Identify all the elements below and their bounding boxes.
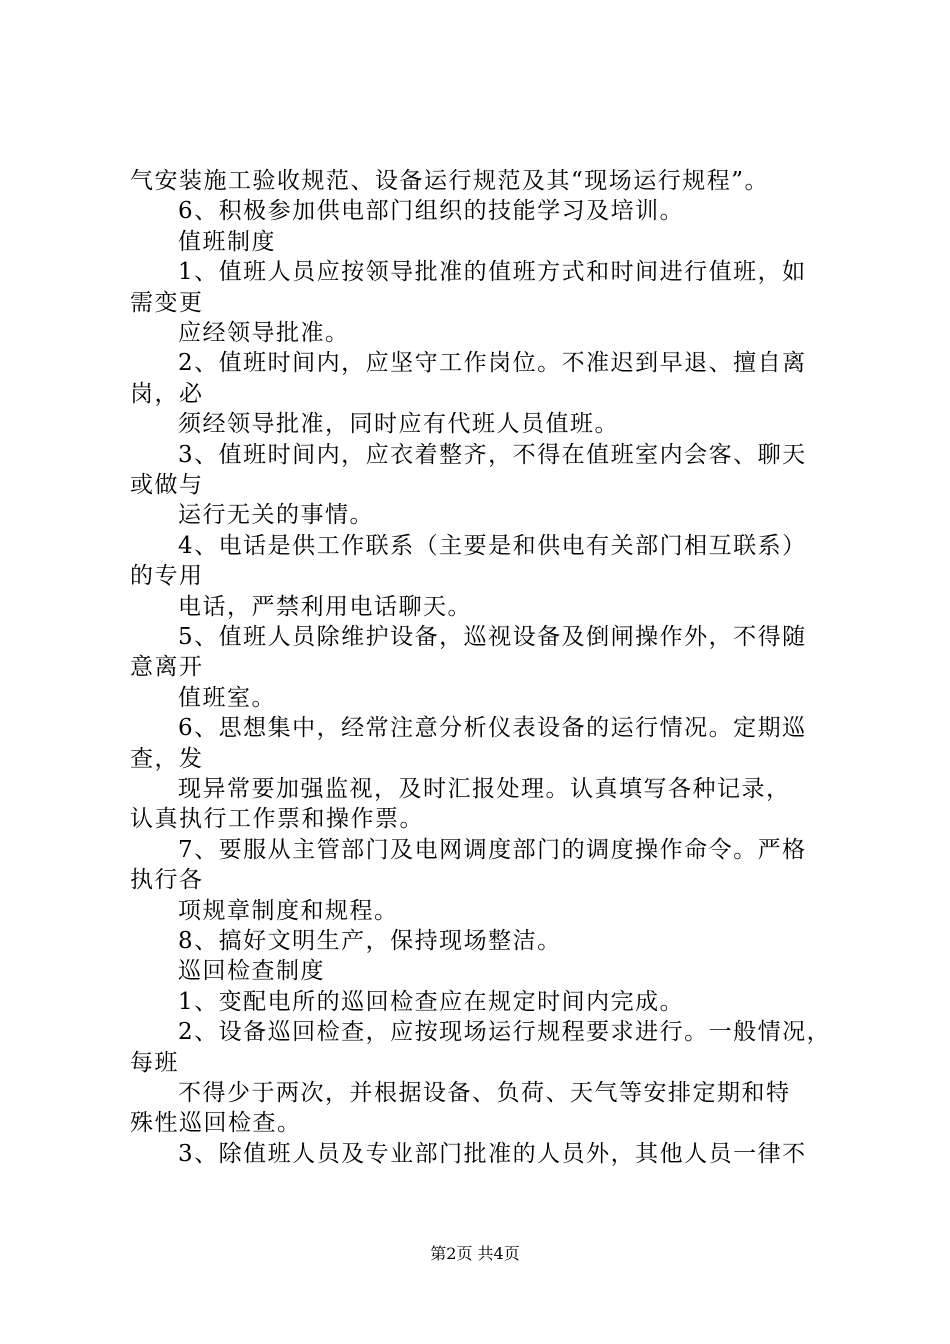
text-line: 6、思想集中，经常注意分析仪表设备的运行情况。定期巡 bbox=[178, 715, 807, 742]
text-line: 2、值班时间内，应坚守工作岗位。不准迟到早退、擅自离 bbox=[178, 350, 807, 377]
text-line: 3、除值班人员及专业部门批准的人员外，其他人员一律不 bbox=[178, 1140, 807, 1167]
text-line: 6、积极参加供电部门组织的技能学习及培训。 bbox=[178, 198, 685, 225]
text-line: 8、搞好文明生产，保持现场整洁。 bbox=[178, 928, 562, 954]
text-line: 或做与 bbox=[130, 472, 204, 498]
text-line: 5、值班人员除维护设备，巡视设备及倒闸操作外，不得随 bbox=[178, 624, 807, 650]
text-line: 7、要服从主管部门及电网调度部门的调度操作命令。严格 bbox=[178, 836, 807, 863]
text-line: 项规章制度和规程。 bbox=[178, 897, 399, 924]
text-line: 执行各 bbox=[130, 867, 204, 894]
page-footer: 第2页 共4页 bbox=[430, 1244, 520, 1263]
text-line: 认真执行工作票和操作票。 bbox=[130, 806, 424, 833]
text-line: 1、值班人员应按领导批准的值班方式和时间进行值班，如 bbox=[178, 259, 807, 286]
text-line: 值班室。 bbox=[178, 684, 276, 711]
text-line: 须经领导批准，同时应有代班人员值班。 bbox=[178, 411, 619, 438]
text-line: 巡回检查制度 bbox=[178, 958, 325, 985]
text-line: 意离开 bbox=[130, 654, 204, 681]
text-line: 的专用 bbox=[130, 563, 204, 590]
text-line: 应经领导批准。 bbox=[178, 320, 350, 346]
text-line: 殊性巡回检查。 bbox=[130, 1110, 302, 1137]
text-line: 1、变配电所的巡回检查应在规定时间内完成。 bbox=[178, 988, 685, 1015]
text-line: 查，发 bbox=[130, 745, 204, 772]
text-line: 需变更 bbox=[130, 289, 204, 316]
text-line: 岗，必 bbox=[130, 380, 204, 407]
text-line: 不得少于两次，并根据设备、负荷、天气等安排定期和特 bbox=[178, 1080, 791, 1106]
text-line: 3、值班时间内，应衣着整齐，不得在值班室内会客、聊天 bbox=[178, 441, 807, 468]
text-line: 电话，严禁利用电话聊天。 bbox=[178, 593, 472, 620]
text-line: 每班 bbox=[130, 1049, 179, 1076]
text-line: 现异常要加强监视，及时汇报处理。认真填写各种记录， bbox=[178, 776, 791, 802]
text-line: 气安装施工验收规范、设备运行规范及其“现场运行规程”。 bbox=[130, 168, 770, 194]
text-line: 运行无关的事情。 bbox=[178, 502, 374, 529]
text-line: 4、电话是供工作联系（主要是和供电有关部门相互联系） bbox=[178, 532, 807, 559]
text-line: 2、设备巡回检查，应按现场运行规程要求进行。一般情况， bbox=[178, 1019, 832, 1046]
text-line: 值班制度 bbox=[178, 228, 276, 255]
